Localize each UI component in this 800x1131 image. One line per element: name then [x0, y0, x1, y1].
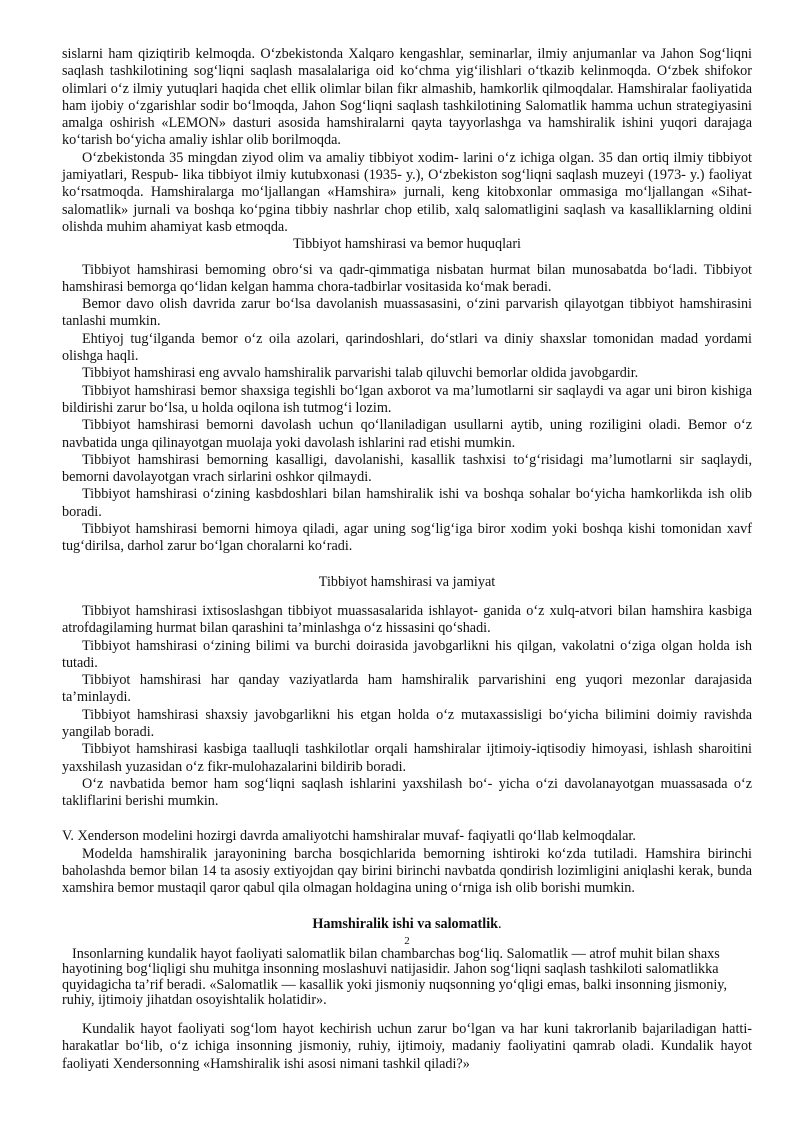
paragraph: Tibbiyot hamshirasi eng avvalo hamshiralik parvarishi talab qiluvchi bemorlar oldida javobgardir. — [82, 365, 639, 382]
paragraph: Ehtiyoj tug‘ilganda bemor o‘z oila azolari, qarindoshlari, do‘stlari va diniy shaxslar tomonidan madad yordami olishga haqli. — [62, 330, 752, 365]
paragraph: sislarni ham qiziqtirib kelmoqda. O‘zbekistonda Xalqaro kengashlar, seminarlar, ilmiy anjumanlar va Jahon Sog‘liqni saqlash tashkilotining sog‘liqni saqlash masalalariga oid ko‘chma yig‘ilishlari o‘tkazib kelinmoqda. O‘zbek shifokor olimlari o‘z ilmiy yutuqlari haqida chet ellik olimlar bilan fikr almashib, hamkorlik qilmoqdalar. Hamshiralar faoliyatida ham ijobiy o‘zgarishlar sodir bo‘lmoqda, Jahon Sog‘liqni saqlash tashkilotining Salomatlik hamma uchun strategiyasini amalga oshirish «LEMON» dasturi asosida hamshiralarni qayta tayyorlashga va hamshiralik ishini yuqori darajaga ko‘tarish bo‘yicha amaliy ishlar olib borilmoqda. — [62, 46, 752, 149]
paragraph: Tibbiyot hamshirasi o‘zining bilimi va burchi doirasida javobgarlikni his qilgan, vakolatni o‘ziga olgan holda ish tutadi. — [62, 637, 752, 671]
document-page — [62, 46, 752, 1073]
paragraph: Kundalik hayot faoliyati sog‘lom hayot kechirish uchun zarur bo‘lgan va har kuni takrorlanib bajariladigan hatti-harakatlar bo‘lib, o‘z ichiga insonning jismoniy, ruhiy, ijtimoiy, madaniy faoliyatini qamrab oladi. Kundalik hayot faoliyati Xendersonning «Hamshiralik ishi asosi nimani tashkil qiladi?» — [62, 1020, 752, 1072]
paragraph: Tibbiyot hamshirasi bemor shaxsiga tegishli bo‘lgan axborot va ma’lumotlarni sir saqlaydi va agar uni biron kishiga bildirishi zarur bo‘lsa, u holda oqilona ish tutmog‘i lozim. — [62, 382, 752, 416]
section-heading — [62, 916, 752, 933]
paragraph: Modelda hamshiralik jarayonining barcha bosqichlarida bemorning ishtiroki ko‘zda tutiladi. Hamshira birinchi baholashda bemor bilan 14 ta asosiy extiyojdan qay birini birinchi navbatda qondirish lozimligini aniqlashi kerak, bunda xamshira bemor mustaqil qaror qabul qila olmagan holdagina uning o‘rniga ish olib borishi mumkin. — [62, 845, 752, 897]
paragraph: Tibbiyot hamshirasi ixtisoslashgan tibbiyot muassasalarida ishlayot- ganida o‘z xulq-atvori bilan hamshira kasbiga atrofdagilaming hurmat bilan qarashini ta’minlashga o‘z hissasini qo‘shadi. — [62, 602, 752, 637]
section-heading: Tibbiyot hamshirasi va jamiyat — [318, 573, 496, 590]
paragraph: Tibbiyot hamshirasi bemoming obro‘si va qadr-qimmatiga nisbatan hurmat bilan munosabatda bo‘ladi. Tibbiyot hamshirasi bemorga qo‘lidan kelgan hamma chora-tadbirlar vositasida ko‘mak beradi. — [62, 261, 752, 295]
paragraph: V. Xenderson modelini hozirgi davrda amaliyotchi hamshiralar muvaf- faqiyatli qo‘llab kelmoqdalar. — [62, 828, 636, 845]
paragraph: Tibbiyot hamshirasi bemorni davolash uchun qo‘llaniladigan usullarni aytib, uning roziligini oladi. Bemor o‘z navbatida unga qilinayotgan muolaja yoki davolash ishlarini rad etishi mumkin. — [62, 417, 752, 451]
paragraph: O‘z navbatida bemor ham sog‘liqni saqlash ishlarini yaxshilash bo‘- yicha o‘zi davolanayotgan muassasada o‘z takliflarini berishi mumkin. — [62, 775, 752, 810]
paragraph: O‘zbekistonda 35 mingdan ziyod olim va amaliy tibbiyot xodim- larini o‘z ichiga olgan. 35 dan ortiq ilmiy tibbiyot jamiyatlari, Respub- lika tibbiyot ilmiy kutubxonasi (1935- y.), O‘zbekiston sog‘liqni saqlash muzeyi (1973- y.) faoliyat ko‘rsatmoqda. Hamshiralarga mo‘ljallangan «Hamshira» jurnali, keng kitobxonlar ommasiga mo‘ljallangan «Sihat- salomatlik» jurnali va boshqa ko‘pgina tibbiy nashrlar chop etilib, xalq salomatligini saqlash va kasalliklarning oldini olishda muhim ahamiyat kasb etmoqda. — [62, 149, 752, 235]
paragraph: Tibbiyot hamshirasi bemorning kasalligi, davolanishi, kasallik tashxisi to‘g‘risidagi ma’lumotlarni sir saqlaydi, bemorni davolayotgan vrach sirlarini oshkor qilmaydi. — [62, 451, 752, 486]
section-heading: Tibbiyot hamshirasi va bemor huquqlari — [292, 236, 522, 253]
paragraph: Tibbiyot hamshirasi o‘zining kasbdoshlari bilan hamshiralik ishi va boshqa sohalar bo‘yicha hamkorlikda ish olib boradi. — [62, 486, 752, 520]
paragraph: Tibbiyot hamshirasi shaxsiy javobgarlikni his etgan holda o‘z mutaxassisligi bo‘yicha bilimini doimiy ravishda yangilab boradi. — [62, 706, 752, 740]
section-society — [62, 603, 752, 811]
heading-text: Hamshiralik ishi va salomatlik — [312, 915, 499, 932]
paragraph: Tibbiyot hamshirasi kasbiga taalluqli tashkilotlar orqali hamshiralar ijtimoiy-iqtisodiy himoyasi, ishlash sharoitini yaxshilash yuzasidan o‘z fikr-mulohazalarini bildirib boradi. — [62, 741, 752, 775]
heading-suffix: . — [498, 915, 502, 932]
section-rights — [62, 262, 752, 556]
paragraph: Tibbiyot hamshirasi bemorni himoya qiladi, agar uning sog‘lig‘iga biror xodim yoki boshqa kishi tomonidan xavf tug‘dirilsa, darhol zarur bo‘lgan choralarni ko‘radi. — [62, 521, 752, 555]
paragraph: Bemor davo olish davrida zarur bo‘lsa davolanish muassasasini, o‘zini parvarish qilayotgan tibbiyot hamshirasini tanlashi mumkin. — [62, 296, 752, 330]
page-number: 2 — [404, 934, 410, 947]
paragraph: Insonlarning kundalik hayot faoliyati salomatlik bilan chambarchas bog‘liq. Salomatlik — atrof muhit bilan shaxs hayotining bog‘liqligi shu muhitga insonning moslashuvi natijasidir. Jahon sog‘liqni saqlash tashkiloti salomatlikka quyidagicha ta’rif beradi. «Salomatlik — kasallik yoki jismoniy nuqsonning yo‘qligi emas, balki insonning jismoniy, ruhiy, ijtimoiy jihatdan osoyishtalik holatidir». — [62, 945, 728, 1009]
paragraph: Tibbiyot hamshirasi har qanday vaziyatlarda ham hamshiralik parvarishini eng yuqori mezonlar darajasida ta’minlaydi. — [62, 672, 752, 706]
